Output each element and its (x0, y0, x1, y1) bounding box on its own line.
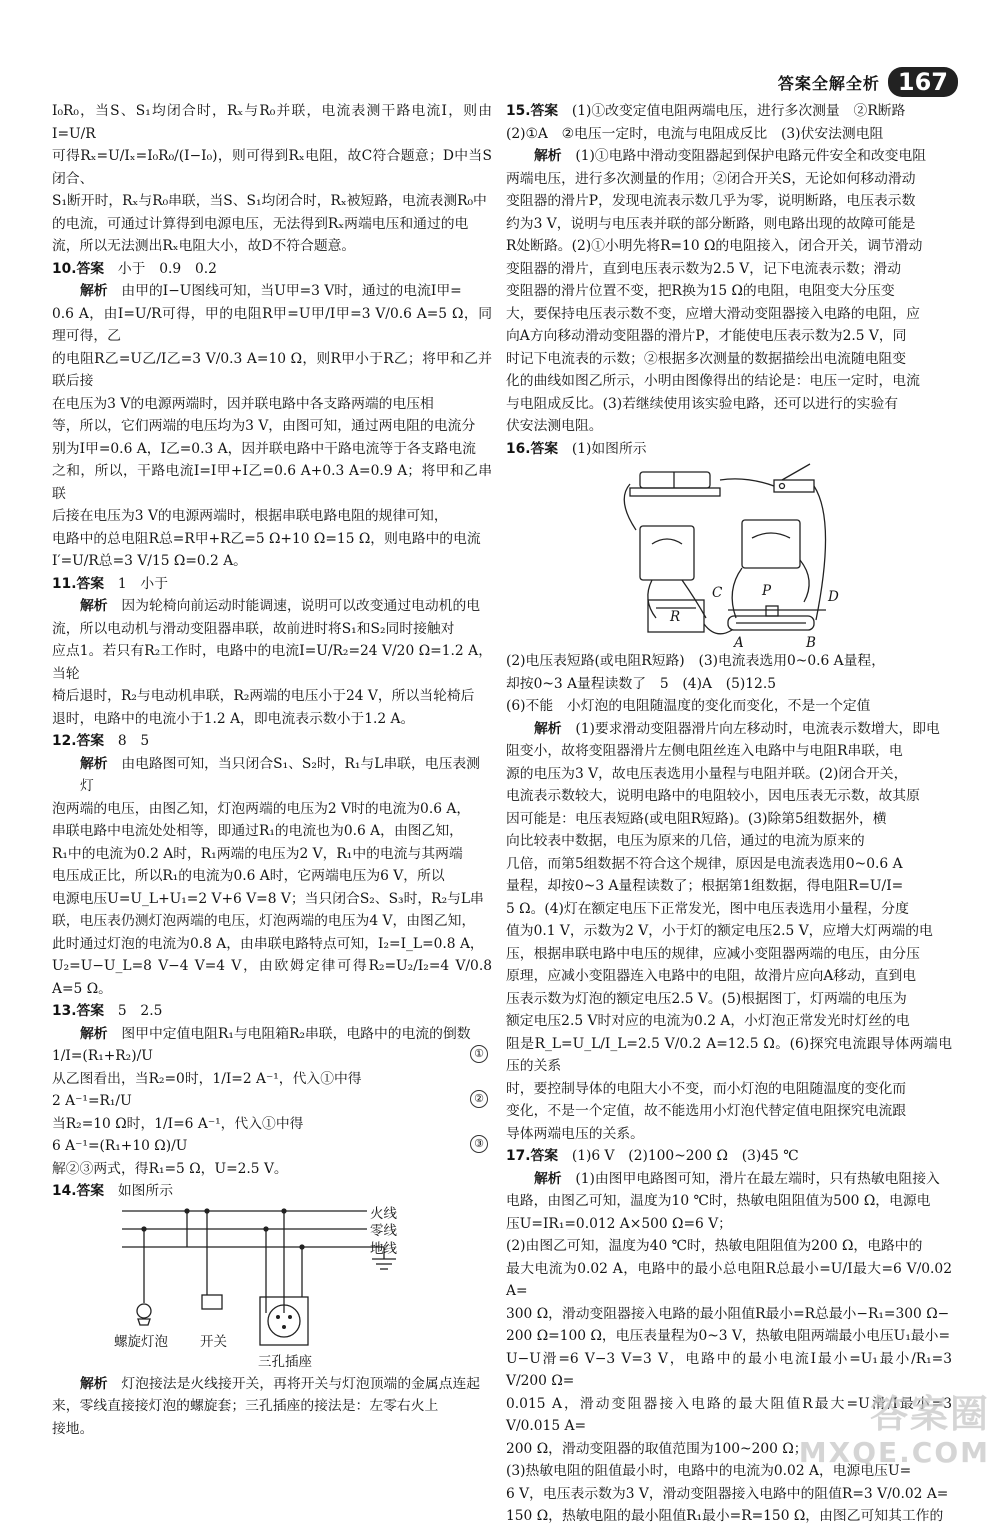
answer-label: 答案 (76, 1183, 105, 1199)
text-line: 值为0.1 V，示数为2 V，小于灯的额定电压2.5 V，应增大灯两端的电 (506, 923, 933, 939)
text-line: 0.015 A，滑动变阻器接入电路的最大阻值R最大=U滑/I最小=3 V/0.015 A= (506, 1395, 952, 1434)
text-line: 向A方向移动滑动变阻器的滑片P，才能使电压表示数为2.5 V，同 (506, 328, 907, 344)
q9-continued (52, 100, 492, 258)
text-line: 5 Ω。(4)灯在额定电压下正常发光，图中电压表选用小量程，分度 (506, 900, 909, 917)
left-column (52, 100, 492, 1440)
text-line: 化的曲线如图乙所示，小明由图像得出的结论是：电压一定时，电流 (506, 373, 920, 389)
question-number: 12. (52, 733, 77, 749)
answer-text: 如图所示 (117, 1183, 174, 1199)
terminal-a-label: A (734, 635, 744, 651)
q10 (52, 258, 492, 573)
text-line: 150 Ω，热敏电阻的最小阻值R₁最小=R=150 Ω，由图乙可知其工作的 (506, 1508, 944, 1524)
text-line: (3)热敏电阻的阻值最小时，电路中的电流为0.02 A，电源电压U= (506, 1463, 912, 1479)
text-line: 电路中的总电阻R总=R甲+R乙=5 Ω+10 Ω=15 Ω，则电路中的电流 (52, 530, 481, 547)
answer-label: 答案 (530, 103, 559, 119)
text-line: 椅后退时，R₂与电动机串联，R₂两端的电压小于24 V，所以当轮椅后 (52, 688, 475, 704)
text-line: 可得Rₓ=U/Iₓ=I₀R₀/(I−I₀)，则可得到Rₓ电阻，故C符合题意；D中当S闭合、 (52, 148, 492, 187)
question-number: 11. (52, 575, 77, 592)
analysis-label: 解析 (80, 283, 108, 299)
answer-label: 答案 (76, 1003, 105, 1019)
text-line: 电路，由图乙可知，温度为10 ℃时，热敏电阻阻值为500 Ω，电源电 (506, 1193, 931, 1209)
text-line: 由甲的I−U图线可知，当U甲=3 V时，通过的电流I甲= (121, 283, 462, 299)
answer-label: 答案 (530, 440, 559, 457)
text-line: 来，零线直接接灯泡的螺旋套；三孔插座的接法是：左零右火上 (52, 1398, 439, 1414)
text-line: 时，要控制导体的电阻大小不变，而小灯泡的电阻随温度的变化而 (506, 1080, 907, 1097)
text-line: S₁断开时，Rₓ与R₀串联，当S、S₁均闭合时，Rₓ被短路，电流表测R₀中 (52, 193, 487, 209)
text-line: 因为轮椅向前运动时能调速，说明可以改变通过电动机的电 (121, 598, 481, 614)
text-line: 与电阻成反比。(3)若继续使用该实验电路，还可以进行的实验有 (506, 395, 899, 412)
question-number: 14. (52, 1183, 77, 1199)
q13 (52, 1000, 492, 1180)
answer-text: 8 5 (117, 733, 150, 749)
text-line: 200 Ω=100 Ω，电压表量程为0~3 V，热敏电阻两端最小电压U₁最小= (506, 1328, 950, 1344)
answer-text: (6)不能 小灯泡的电阻随温度的变化而变化，不是一个定值 (506, 698, 871, 714)
watermark-url: MXQE.COM (798, 1436, 990, 1469)
analysis-label: 解析 (534, 148, 562, 164)
text-line: 原理，应减小变阻器连入电路中的电阻，故滑片应向A移动，直到电 (506, 968, 917, 984)
text-line: 电流表示数较大，说明电路中的电阻较小，因电压表无示数，故其原 (506, 788, 920, 804)
question-number: 10. (52, 260, 77, 277)
right-column (506, 100, 952, 1528)
text-line: 变阻器的滑片位置不变，把R换为15 Ω的电阻，电阻变大分压变 (506, 283, 895, 299)
text-line: 应点1。若只有R₂工作时，电路中的电流I=U/R₂=24 V/20 Ω=1.2 A，当轮 (52, 643, 492, 682)
text-line: 在电压为3 V的电源两端时，因并联电路中各支路两端的电压相 (52, 395, 434, 412)
watermark-text: 答案圈 (869, 1392, 990, 1436)
text-line: 别为I甲=0.6 A，I乙=0.3 A，因并联电路中干路电流等于各支路电流 (52, 440, 476, 457)
text-line: 流，所以电动机与滑动变阻器串联，故前进时将S₁和S₂同时接触对 (52, 620, 455, 637)
text-line: 阻是R_L=U_L/I_L=2.5 V/0.2 A=12.5 Ω。(6)探究电流跟导体两端电压的关系 (506, 1035, 952, 1074)
text-line: 额定电压2.5 V时对应的电流为0.2 A，小灯泡正常发光时灯丝的电 (506, 1013, 910, 1029)
answer-text: 1 小于 (117, 575, 169, 592)
header-title: 答案全解全析 (777, 73, 880, 93)
experiment-circuit-diagram (506, 460, 952, 650)
question-number: 15. (506, 103, 531, 119)
answer-text: (1)如图所示 (571, 440, 647, 457)
answer-text: 小于 0.9 0.2 (117, 260, 217, 277)
text-line: 300 Ω，滑动变阻器接入电路的最小阻值R最小=R总最小−R₁=300 Ω− (506, 1305, 950, 1322)
q15 (506, 100, 952, 438)
text-line: (1)①电路中滑动变阻器起到保护电路元件安全和改变电阻 (575, 148, 927, 164)
text-line: 变阻器的滑片P，发现电流表示数几乎为零，说明断路，电压表示数 (506, 193, 916, 209)
slider-p-label: P (762, 583, 772, 599)
answer-label: 答案 (76, 575, 105, 592)
switch-label: 开关 (200, 1333, 227, 1350)
text-line: 时记下电流表的示数；②根据多次测量的数据描绘出电流随电阻变 (506, 350, 907, 367)
text-line: (1)由图甲电路图可知，滑片在最左端时，只有热敏电阻接入 (575, 1170, 940, 1187)
q17 (506, 1145, 952, 1528)
question-number: 16. (506, 440, 531, 457)
answer-text: (1)①改变定值电阻两端电压，进行多次测量 ②R断路 (571, 103, 906, 119)
text-line: 接地。 (52, 1420, 94, 1437)
q12 (52, 730, 492, 1000)
text-line: 由电路图可知，当只闭合S₁、S₂时，R₁与L串联，电压表测灯 (80, 755, 480, 794)
text-line: 流，所以无法测出Rₓ电阻大小，故D不符合题意。 (52, 238, 356, 254)
text-line: R₁中的电流为0.2 A时，R₁两端的电压为2 V，R₁中的电流与其两端 (52, 845, 463, 862)
terminal-b-label: B (806, 635, 816, 651)
analysis-label: 解析 (80, 598, 108, 614)
text-line: 电源电压U=U_L+U₁=2 V+6 V=8 V；当只闭合S₂、S₃时，R₂与L串 (52, 890, 484, 907)
text-line: 此时通过灯泡的电流为0.8 A，由串联电路特点可知，I₂=I_L=0.8 A， (52, 935, 484, 952)
q16 (506, 438, 952, 1146)
text-line: 两端电压，进行多次测量的作用；②闭合开关S，无论如何移动滑动 (506, 170, 916, 187)
text-line: 的电流，可通过计算得到电源电压，无法得到Rₓ两端电压和通过的电 (52, 215, 469, 232)
equation-line (52, 1090, 492, 1113)
ground-wire-label: 地线 (370, 1240, 397, 1257)
text-line: 伏安法测电阻。 (506, 418, 603, 434)
experiment-circuit-figure (506, 460, 952, 650)
text-line: 泡两端的电压，由图乙知，灯泡两端的电压为2 V时的电流为0.6 A， (52, 800, 471, 817)
text-line: 变阻器的滑片，直到电压表示数为2.5 V，记下电流表示数；滑动 (506, 260, 902, 277)
bulb-label: 螺旋灯泡 (114, 1333, 168, 1350)
analysis-label: 解析 (80, 1375, 108, 1392)
analysis-label: 解析 (80, 755, 108, 772)
text-line: 因可能是：电压表短路(或电阻R短路)。(3)除第5组数据外，横 (506, 810, 887, 827)
socket-label: 三孔插座 (258, 1353, 312, 1370)
equation-line (52, 1135, 492, 1158)
text-line: 后接在电压为3 V的电源两端时，根据串联电路电阻的规律可知， (52, 508, 448, 524)
text-line: 电压成正比，所以R₁的电流为0.6 A时，它两端电压为6 V，所以 (52, 868, 445, 884)
equation-marker: ② (470, 1090, 488, 1108)
text-line: R处断路。(2)①小明先将R=10 Ω的电阻接入，闭合开关，调节滑动 (506, 238, 923, 254)
equation-line (52, 1045, 492, 1068)
text-line: 量程，却按0~3 A量程读数了；根据第1组数据，得电阻R=U/I= (506, 878, 904, 894)
text-line: 源的电压为3 V，故电压表选用小量程与电阻并联。(2)闭合开关， (506, 765, 908, 782)
analysis-label: 解析 (534, 720, 562, 737)
resistor-r-label: R (670, 609, 681, 625)
household-circuit-figure (52, 1203, 492, 1373)
text-line: 变化，不是一个定值，故不能选用小灯泡代替定值电阻探究电流跟 (506, 1103, 907, 1119)
text-line: (2)由图乙可知，温度为40 ℃时，热敏电阻阻值为200 Ω，电路中的 (506, 1238, 923, 1254)
text-line: 200 Ω，滑动变阻器的取值范围为100~200 Ω； (506, 1440, 808, 1457)
text-line: 压表示数为灯泡的额定电压2.5 V。(5)根据图丁，灯两端的电压为 (506, 990, 907, 1007)
live-wire-label: 火线 (370, 1205, 397, 1222)
text-line: 串联电路中电流处处相等，即通过R₁的电流也为0.6 A，由图乙知， (52, 823, 463, 839)
answer-text: 5 2.5 (117, 1003, 163, 1019)
text-line: 当R₂=10 Ω时，1/I=6 A⁻¹，代入①中得 (52, 1115, 304, 1132)
terminal-c-label: C (712, 585, 723, 601)
q11 (52, 573, 492, 731)
equation-marker: ③ (470, 1135, 488, 1153)
text-line: U₂=U−U_L=8 V−4 V=4 V，由欧姆定律可得R₂=U₂/I₂=4 V/0.8 A=5 Ω。 (52, 958, 492, 997)
text-line: 等，所以，它们两端的电压均为3 V，由图可知，通过两电阻的电流分 (52, 418, 476, 434)
text-line: 最大电流为0.02 A，电路中的最小总电阻R总最小=U/I最大=6 V/0.02 A= (506, 1260, 952, 1299)
q14 (52, 1180, 492, 1440)
text-line: 退时，电路中的电流小于1.2 A，即电流表示数小于1.2 A。 (52, 710, 415, 727)
text-line: 联，电压表仍测灯泡两端的电压，灯泡两端的电压为4 V，由图乙知， (52, 913, 476, 929)
equation: 2 A⁻¹=R₁/U (52, 1093, 132, 1109)
answer-text: (1)6 V (2)100~200 Ω (3)45 ℃ (571, 1148, 799, 1164)
text-line: 压U=IR₁=0.012 A×500 Ω=6 V； (506, 1215, 732, 1232)
answer-label: 答案 (76, 733, 105, 749)
equation: 6 A⁻¹=(R₁+10 Ω)/U (52, 1138, 188, 1154)
answer-label: 答案 (76, 260, 105, 277)
text-line: 解②③两式，得R₁=5 Ω，U=2.5 V。 (52, 1160, 288, 1177)
site-watermark (740, 1383, 990, 1469)
page-header (778, 62, 958, 102)
text-line: 压，根据串联电路中电压的规律，应减小变阻器两端的电压，由分压 (506, 945, 920, 962)
analysis-label: 解析 (534, 1170, 562, 1187)
question-number: 13. (52, 1003, 77, 1019)
text-line: 大，要保持电压表示数不变，应增大滑动变阻器接入电路的电阻，应 (506, 305, 920, 322)
page-number: 167 (888, 67, 958, 97)
text-line: 图甲中定值电阻R₁与电阻箱R₂串联，电路中的电流的倒数 (121, 1025, 471, 1042)
text-line: U−U滑=6 V−3 V=3 V，电路中的最小电流I最小=U₁最小/R₁=3 V/200 Ω= (506, 1350, 952, 1389)
text-line: 灯泡接法是火线接开关，再将开关与灯泡顶端的金属点连起 (121, 1375, 481, 1392)
terminal-d-label: D (828, 589, 839, 605)
text-line: I₀R₀，当S、S₁均闭合时，Rₓ与R₀并联，电流表测干路电流I，则由I=U/R (52, 103, 492, 142)
text-line: 导体两端电压的关系。 (506, 1125, 644, 1142)
text-line: 从乙图看出，当R₂=0时，1/I=2 A⁻¹，代入①中得 (52, 1070, 362, 1087)
answer-text: (2)①A ②电压一定时，电流与电阻成反比 (3)伏安法测电阻 (506, 125, 884, 142)
text-line: 约为3 V，说明与电压表并联的部分断路，则电路出现的故障可能是 (506, 215, 916, 232)
text-line: 的电阻R乙=U乙/I乙=3 V/0.3 A=10 Ω，则R甲小于R乙；将甲和乙并联后接 (52, 350, 492, 389)
answer-text: (2)电压表短路(或电阻R短路) (3)电流表选用0~0.6 A量程， (506, 653, 886, 669)
text-line: I′=U/R总=3 V/15 Ω=0.2 A。 (52, 553, 247, 569)
text-line: 向比较表中数据，电压为原来的几倍，通过的电流为原来的 (506, 833, 865, 849)
question-number: 17. (506, 1148, 531, 1164)
equation-marker: ① (470, 1045, 488, 1063)
answer-label: 答案 (530, 1148, 559, 1164)
text-line: 0.6 A，由I=U/R可得，甲的电阻R甲=U甲/I甲=3 V/0.6 A=5 Ω，同理可得，乙 (52, 305, 492, 344)
text-line: 6 V，电压表示数为3 V，滑动变阻器接入电路中的阻值R=3 V/0.02 A= (506, 1485, 949, 1502)
text-line: (1)要求滑动变阻器滑片向左移动时，电流表示数增大，即电 (575, 720, 940, 737)
text-line: 之和，所以，干路电流I=I甲+I乙=0.6 A+0.3 A=0.9 A；将甲和乙串联 (52, 463, 492, 502)
text-line: 几倍，而第5组数据不符合这个规律，原因是电流表选用0~0.6 A (506, 855, 903, 872)
neutral-wire-label: 零线 (370, 1222, 397, 1239)
answer-text: 却按0~3 A量程读数了 5 (4)A (5)12.5 (506, 675, 776, 692)
equation: 1/I=(R₁+R₂)/U (52, 1048, 153, 1064)
analysis-label: 解析 (80, 1025, 108, 1042)
text-line: 阻变小，故将变阻器滑片左侧电阻丝连入电路中与电阻R串联，电 (506, 743, 903, 759)
